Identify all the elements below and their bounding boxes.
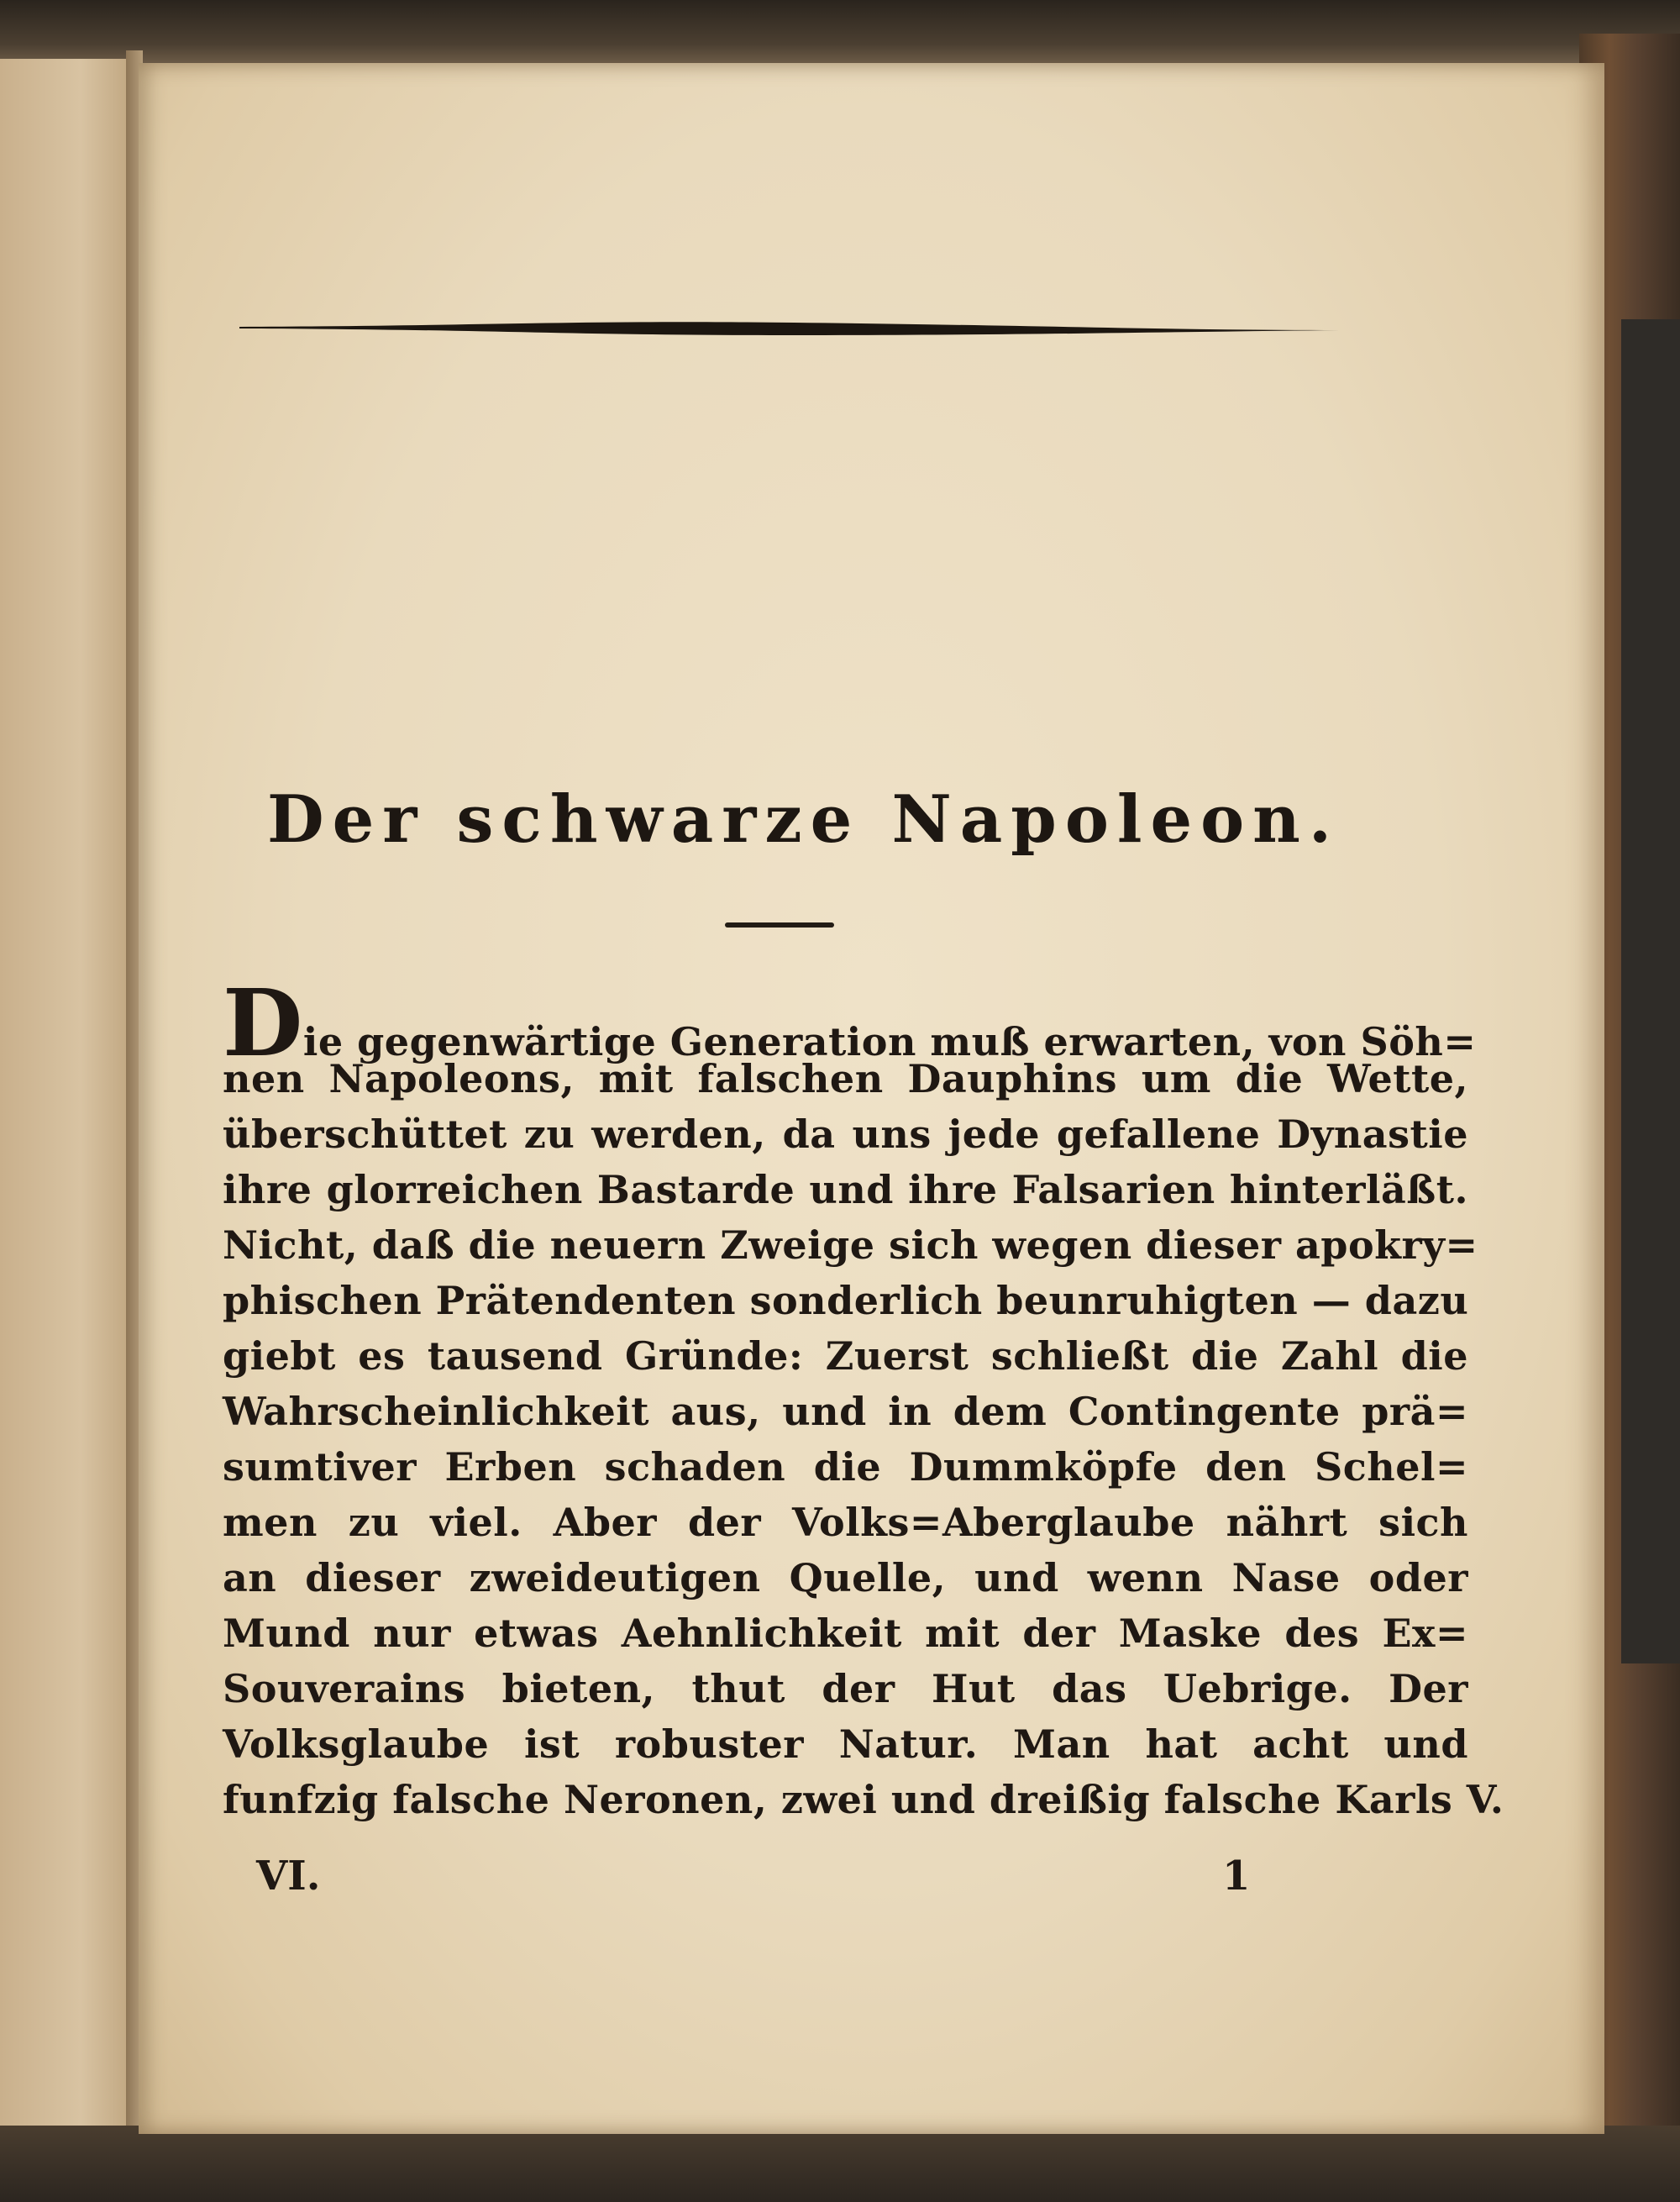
text-line: nen Napoleons, mit falschen Dauphins um die Wette, [223, 1056, 1468, 1101]
text-line: men zu viel. Aber der Volks=Aberglaube nährt sich [223, 1500, 1468, 1545]
top-binding-edge [0, 0, 1680, 63]
text-line: Wahrscheinlichkeit aus, und in dem Contingente prä= [223, 1389, 1468, 1434]
signature-mark: VI. [256, 1853, 321, 1900]
text-line: ihre glorreichen Bastarde und ihre Falsarien hinterläßt. [223, 1167, 1468, 1212]
text-line: an dieser zweideutigen Quelle, und wenn Nase oder [223, 1555, 1468, 1600]
printed-page [139, 63, 1604, 2134]
text-line: giebt es tausend Gründe: Zuerst schließt die Zahl die [223, 1333, 1468, 1379]
body-paragraph [223, 969, 1504, 1827]
ornamental-rule [239, 315, 1340, 340]
text-line: Die gegenwärtige Generation muß erwarten, von Söh= [223, 969, 1477, 1077]
text-line: phischen Prätendenten sonderlich beunruhigten — dazu [223, 1278, 1469, 1323]
text-line: Nicht, daß die neuern Zweige sich wegen dieser apokry= [223, 1222, 1478, 1268]
bottom-binding-edge [0, 2126, 1680, 2202]
text-line: Souverains bieten, thut der Hut das Uebrige. Der [223, 1666, 1468, 1711]
chapter-heading: Der schwarze Napoleon. [266, 781, 1341, 858]
text-line: funfzig falsche Neronen, zwei und dreißig falsche Karls V. [223, 1777, 1504, 1822]
page-number: 1 [1222, 1853, 1251, 1900]
text-line: überschüttet zu werden, da uns jede gefallene Dynastie [223, 1112, 1468, 1157]
left-facing-page [0, 59, 134, 2159]
heading-divider [725, 922, 834, 928]
text-line: sumtiver Erben schaden die Dummköpfe den Schel= [223, 1444, 1468, 1490]
text-line: Mund nur etwas Aehnlichkeit mit der Maske des Ex= [223, 1611, 1468, 1656]
page-footer [256, 1853, 1264, 1911]
text-line: Volksglaube ist robuster Natur. Man hat acht und [223, 1721, 1468, 1767]
book-cover-spine-shadow [1621, 319, 1680, 1663]
